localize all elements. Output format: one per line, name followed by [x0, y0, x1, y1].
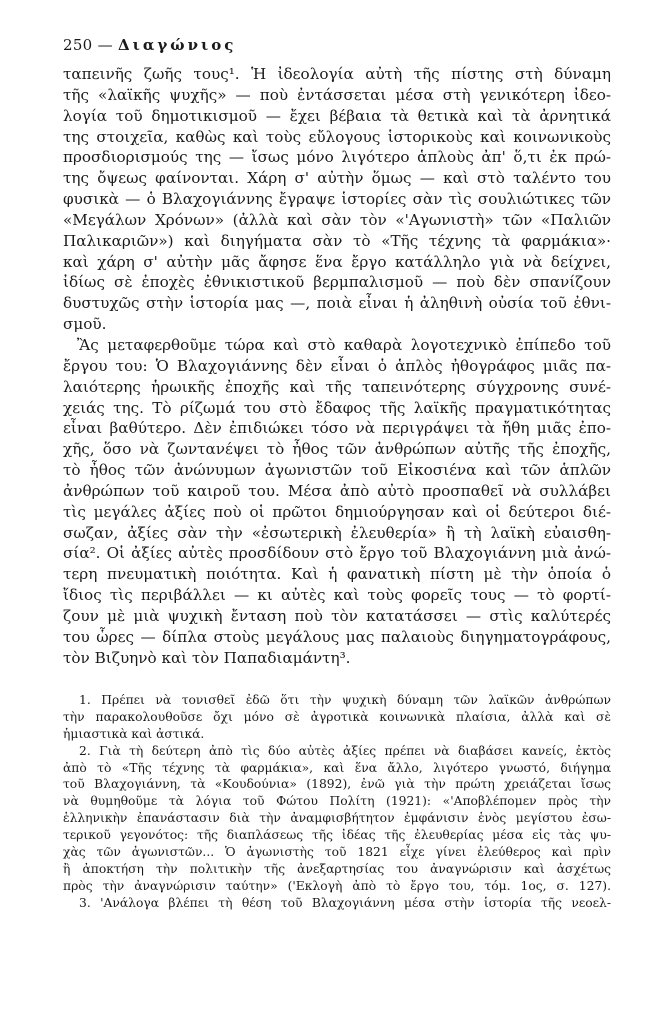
text-line: ἔργου του: Ὁ Βλαχογιάννης δὲν εἶναι ὁ ἁπλὸς ἠθογράφος μιᾶς πα-: [63, 356, 611, 375]
footnote-line: τερικοῦ γεγονότος: τῆς διαπλάσεως τῆς ἰδέας τῆς ἐλευθερίας μέσα εἰς τὰς ψυ-: [63, 828, 611, 843]
text-line: καὶ χάρη σ' αὐτὴν μᾶς ἄφησε ἕνα ἔργο κατάλληλο γιὰ νὰ δείχνει,: [63, 252, 611, 271]
text-line: εἶναι βαθύτερο. Δὲν ἐπιδιώκει τόσο νὰ περιγράψει τὰ ἤθη μιᾶς ἐπο-: [63, 419, 611, 438]
footnotes: [63, 692, 611, 912]
text-line: τὶς μεγάλες ἀξίες ποὺ οἱ πρῶτοι δημιούργησαν καὶ οἱ δεύτεροι διέ-: [63, 502, 611, 521]
text-line: ἴδιος τὶς περιβάλλει — κι αὐτὲς καὶ τοὺς φορεῖς τους — τὸ φορτί-: [63, 586, 611, 605]
footnote-line: πρὸς τὴν ἀναγνώρισιν ταύτην» ('Εκλογὴ ἀπὸ τὸ ἔργο του, τόμ. 1ος, σ. 127).: [63, 878, 611, 893]
footnote-line: 3. 'Ανάλογα βλέπει τὴ θέση τοῦ Βλαχογιάννη μέσα στὴν ἱστορία τῆς νεοελ-: [79, 895, 611, 910]
text-line: τερη πνευματικὴ ποιότητα. Καὶ ἡ φανατικὴ πίστη μὲ τὴν ὁποία ὁ: [63, 565, 611, 584]
text-line: του ὧρες — δίπλα στοὺς μεγάλους μας παλαιοὺς διηγηματογράφους,: [63, 627, 611, 646]
text-line: της ὄψεως φαίνονται. Χάρη σ' αὐτὴν ὅμως — καὶ στὸ ταλέντο του: [63, 169, 611, 188]
header-separator: —: [92, 36, 118, 54]
text-line: Ἂς μεταφερθοῦμε τώρα καὶ στὸ καθαρὰ λογοτεχνικὸ ἐπίπεδο τοῦ: [77, 335, 611, 354]
footnote-line: 2. Γιὰ τὴ δεύτερη ἀπὸ τὶς δύο αὐτὲς ἀξίες πρέπει νὰ διαβάσει κανείς, ἐκτὸς: [79, 743, 611, 758]
text-line: ζουν μὲ μιὰ ψυχικὴ ἔνταση ποὺ τὸν κατατάσσει — στὶς καλύτερές: [63, 606, 611, 625]
footnote-line: τοῦ Βλαχογιάννη, τὰ «Κουδούνια» (1892), ἐνῶ γιὰ τὴν πρώτη χρειάζεται ἴσως: [63, 777, 611, 792]
text-line: προσδιορισμούς της — ἴσως μόνο λιγότερο ἁπλοὺς ἀπ' ὅ,τι ἐκ πρώ-: [63, 148, 611, 167]
text-line: χῆς, ὅσο νὰ ζωντανέψει τὸ ἦθος τῶν ἀνθρώπων αὐτῆς τῆς ἐποχῆς,: [63, 440, 611, 459]
text-line: τῆς «λαϊκῆς ψυχῆς» — ποὺ ἐντάσσεται μέσα στὴ γενικότερη ἰδεο-: [63, 85, 611, 104]
text-line: σία². Οἱ ἀξίες αὐτὲς προσδίδουν στὸ ἔργο τοῦ Βλαχογιάννη μιὰ ἀνώ-: [63, 544, 611, 563]
text-line: τὸν Βιζυηνὸ καὶ τὸν Παπαδιαμάντη³.: [63, 648, 351, 667]
text-line: σωζαν, ἀξίες σὰν τὴν «ἐσωτερικὴ ἐλευθερία» ἢ τὴ λαϊκὴ εὐαισθη-: [63, 523, 611, 542]
footnote-line: 1. Πρέπει νὰ τονισθεῖ ἐδῶ ὅτι τὴν ψυχικὴ δύναμη τῶν λαϊκῶν ἀνθρώπων: [79, 693, 611, 707]
text-line: φυσικὰ — ὁ Βλαχογιάννης ἔγραψε ἱστορίες σὰν τὶς σουλιώτικες τῶν: [63, 190, 611, 209]
text-line: δυστυχῶς στὴν ἱστορία μας —, ποιὰ εἶναι ἡ ἀληθινὴ οὐσία τοῦ ἐθνι-: [63, 294, 611, 313]
footnote-line: ἢ ἀποκτήση τὴν πολιτικὴν τῆς ἀνεξαρτησίας του ἀναγνώρισιν καὶ ἀσχέτως: [63, 861, 611, 876]
text-line: «Μεγάλων Χρόνων» (ἀλλὰ καὶ σὰν τὸν «'Αγωνιστὴ» τῶν «Παλιῶν: [63, 210, 611, 229]
text-line: της στοιχεῖα, καθὼς καὶ τοὺς εὔλογους ἱστορικοὺς καὶ κοινωνικοὺς: [63, 127, 611, 146]
text-line: χειάς της. Τὸ ρίζωμά του στὸ ἔδαφος τῆς λαϊκῆς πραγματικότητας: [63, 398, 611, 417]
footnote-line: ἡμιαστικὰ καὶ ἀστικά.: [63, 726, 205, 741]
text-line: λογία τοῦ δημοτικισμοῦ — ἔχει βέβαια τὰ θετικὰ καὶ τὰ ἀρνητικά: [63, 106, 611, 125]
text-line: ταπεινῆς ζωῆς τους¹. Ἡ ἰδεολογία αὐτὴ τῆς πίστης στὴ δύναμη: [63, 65, 611, 83]
text-line: ἰδίως σὲ ἐποχὲς ἐθνικιστικοῦ βερμπαλισμοῦ — ποὺ δὲν σπανίζουν: [63, 273, 611, 292]
text-line: τὸ ἦθος τῶν ἀνώνυμων ἀγωνιστῶν τοῦ Εἰκοσιένα καὶ τῶν ἁπλῶν: [63, 461, 611, 480]
text-line: Παλικαριῶν») καὶ διηγήματα σὰν τὸ «Τῆς τέχνης τὰ φαρμάκια»·: [63, 231, 611, 250]
text-line: ἀνθρώπων τοῦ καιροῦ του. Μέσα ἀπὸ αὐτὸ προσπαθεῖ νὰ συλλάβει: [63, 481, 611, 500]
text-line: λαιότερης ἡρωικῆς ἐποχῆς καὶ τῆς ταπεινότερης σύγχρονης συνέ-: [63, 377, 611, 396]
footnote-line: ἑλληνικὴν ἐπανάστασιν διὰ τὴν ἀναμφισβήτητον ἐμφάνισιν ἑνὸς μεγίστου ἐσω-: [63, 811, 611, 826]
running-header: [63, 36, 236, 54]
text-line: σμοῦ.: [63, 315, 107, 334]
footnote-line: χὰς τῶν ἀγωνιστῶν... Ὁ ἀγωνιστὴς τοῦ 1821 εἶχε γίνει ἐλεύθερος καὶ πρὶν: [63, 845, 611, 860]
body-text: [63, 64, 611, 668]
page-number: 250: [63, 36, 93, 54]
footnote-line: ἀπὸ τὸ «Τῆς τέχνης τὰ φαρμάκια», καὶ ἕνα ἄλλο, λιγότερο γνωστό, διήγημα: [63, 760, 611, 775]
footnote-line: τὴν παρακολουθοῦσε ὄχι μόνο σὲ ἀγροτικὰ κοινωνικὰ πλαίσια, ἀλλὰ καὶ σὲ: [63, 709, 611, 724]
running-title: Διαγώνιος: [117, 36, 237, 54]
footnote-line: νὰ θυμηθοῦμε τὰ λόγια τοῦ Φώτου Πολίτη (1921): «'Αποβλέπομεν πρὸς τὴν: [63, 794, 611, 809]
